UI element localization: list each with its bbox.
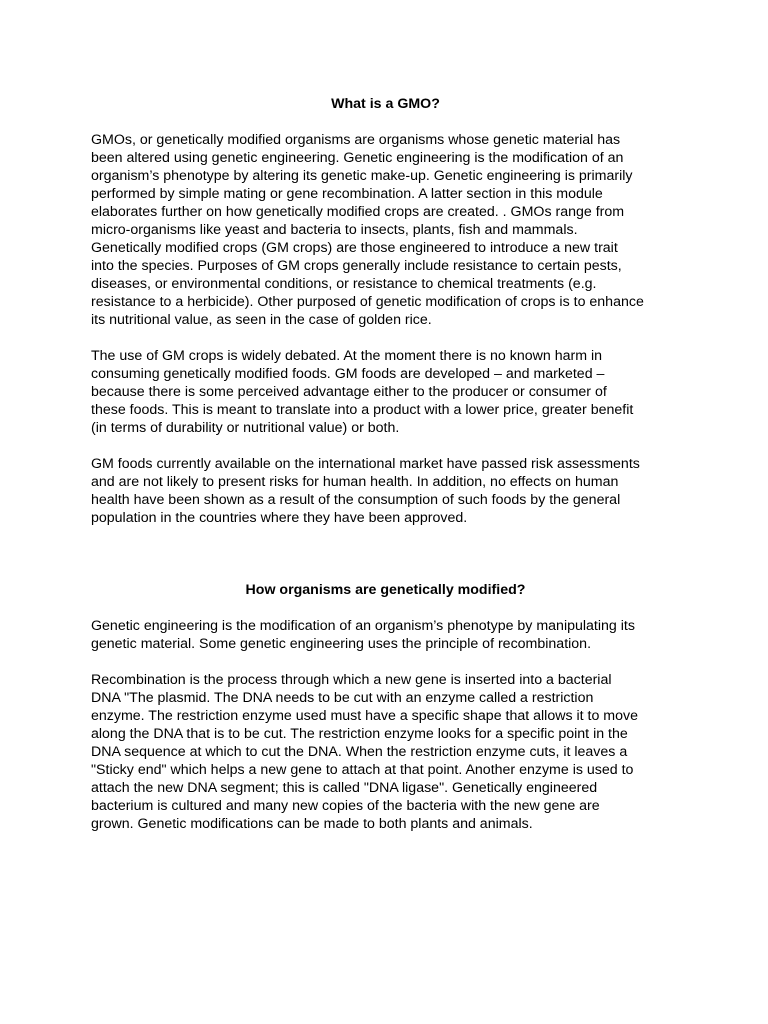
section-heading-what-is-gmo: What is a GMO? (331, 96, 440, 112)
paragraph-genetic-engineering: Genetic engineering is the modification of an organism’s phenotype by manipulating its genetic material. Some genetic engineering uses the principle of recombination. (91, 618, 635, 652)
paragraph-recombination: Recombination is the process through which a new gene is inserted into a bacterial DNA "The plasmid. The DNA needs to be cut with an enzyme called a restriction enzyme. The restriction enzyme used must have a specific shape that allows it to move along the DNA that is to be cut. The restriction enzyme looks for a specific point in the DNA sequence at which to cut the DNA. When the restriction enzyme cuts, it leaves a "Sticky end" which helps a new gene to attach at that point. Another enzyme is used to attach the new DNA segment; this is called "DNA ligase". Genetically engineered bacterium is cultured and many new copies of the bacteria with the new gene are grown. Genetic modifications can be made to both plants and animals. (91, 672, 639, 832)
paragraph-gm-crops-debate: The use of GM crops is widely debated. At the moment there is no known harm in consuming genetically modified foods. GM foods are developed – and marketed – because there is some perceived advantage either to the producer or consumer of these foods. This is meant to translate into a product with a lower price, greater benefit (in terms of durability or nutritional value) or both. (91, 348, 634, 436)
paragraph-gmo-definition: GMOs, or genetically modified organisms are organisms whose genetic material has been altered using genetic engineering. Genetic engineering is the modification of an organism’s phenotype by altering its genetic make-up. Genetic engineering is primarily performed by simple mating or gene recombination. A latter section in this module elaborates further on how genetically modified crops are created. . GMOs range from micro-organisms like yeast and bacteria to insects, plants, fish and mammals. Genetically modified crops (GM crops) are those engineered to introduce a new trait into the species. Purposes of GM crops generally include resistance to certain pests, diseases, or environmental conditions, or resistance to chemical treatments (e.g. resistance to a herbicide). Other purposed of genetic modification of crops is to enhance its nutritional value, as seen in the case of golden rice. (91, 132, 644, 328)
paragraph-gm-foods-risk: GM foods currently available on the international market have passed risk assessments and are not likely to present risks for human health. In addition, no effects on human health have been shown as a result of the consumption of such foods by the general population in the countries where they have been approved. (91, 456, 640, 526)
section-heading-how-modified: How organisms are genetically modified? (245, 582, 526, 598)
